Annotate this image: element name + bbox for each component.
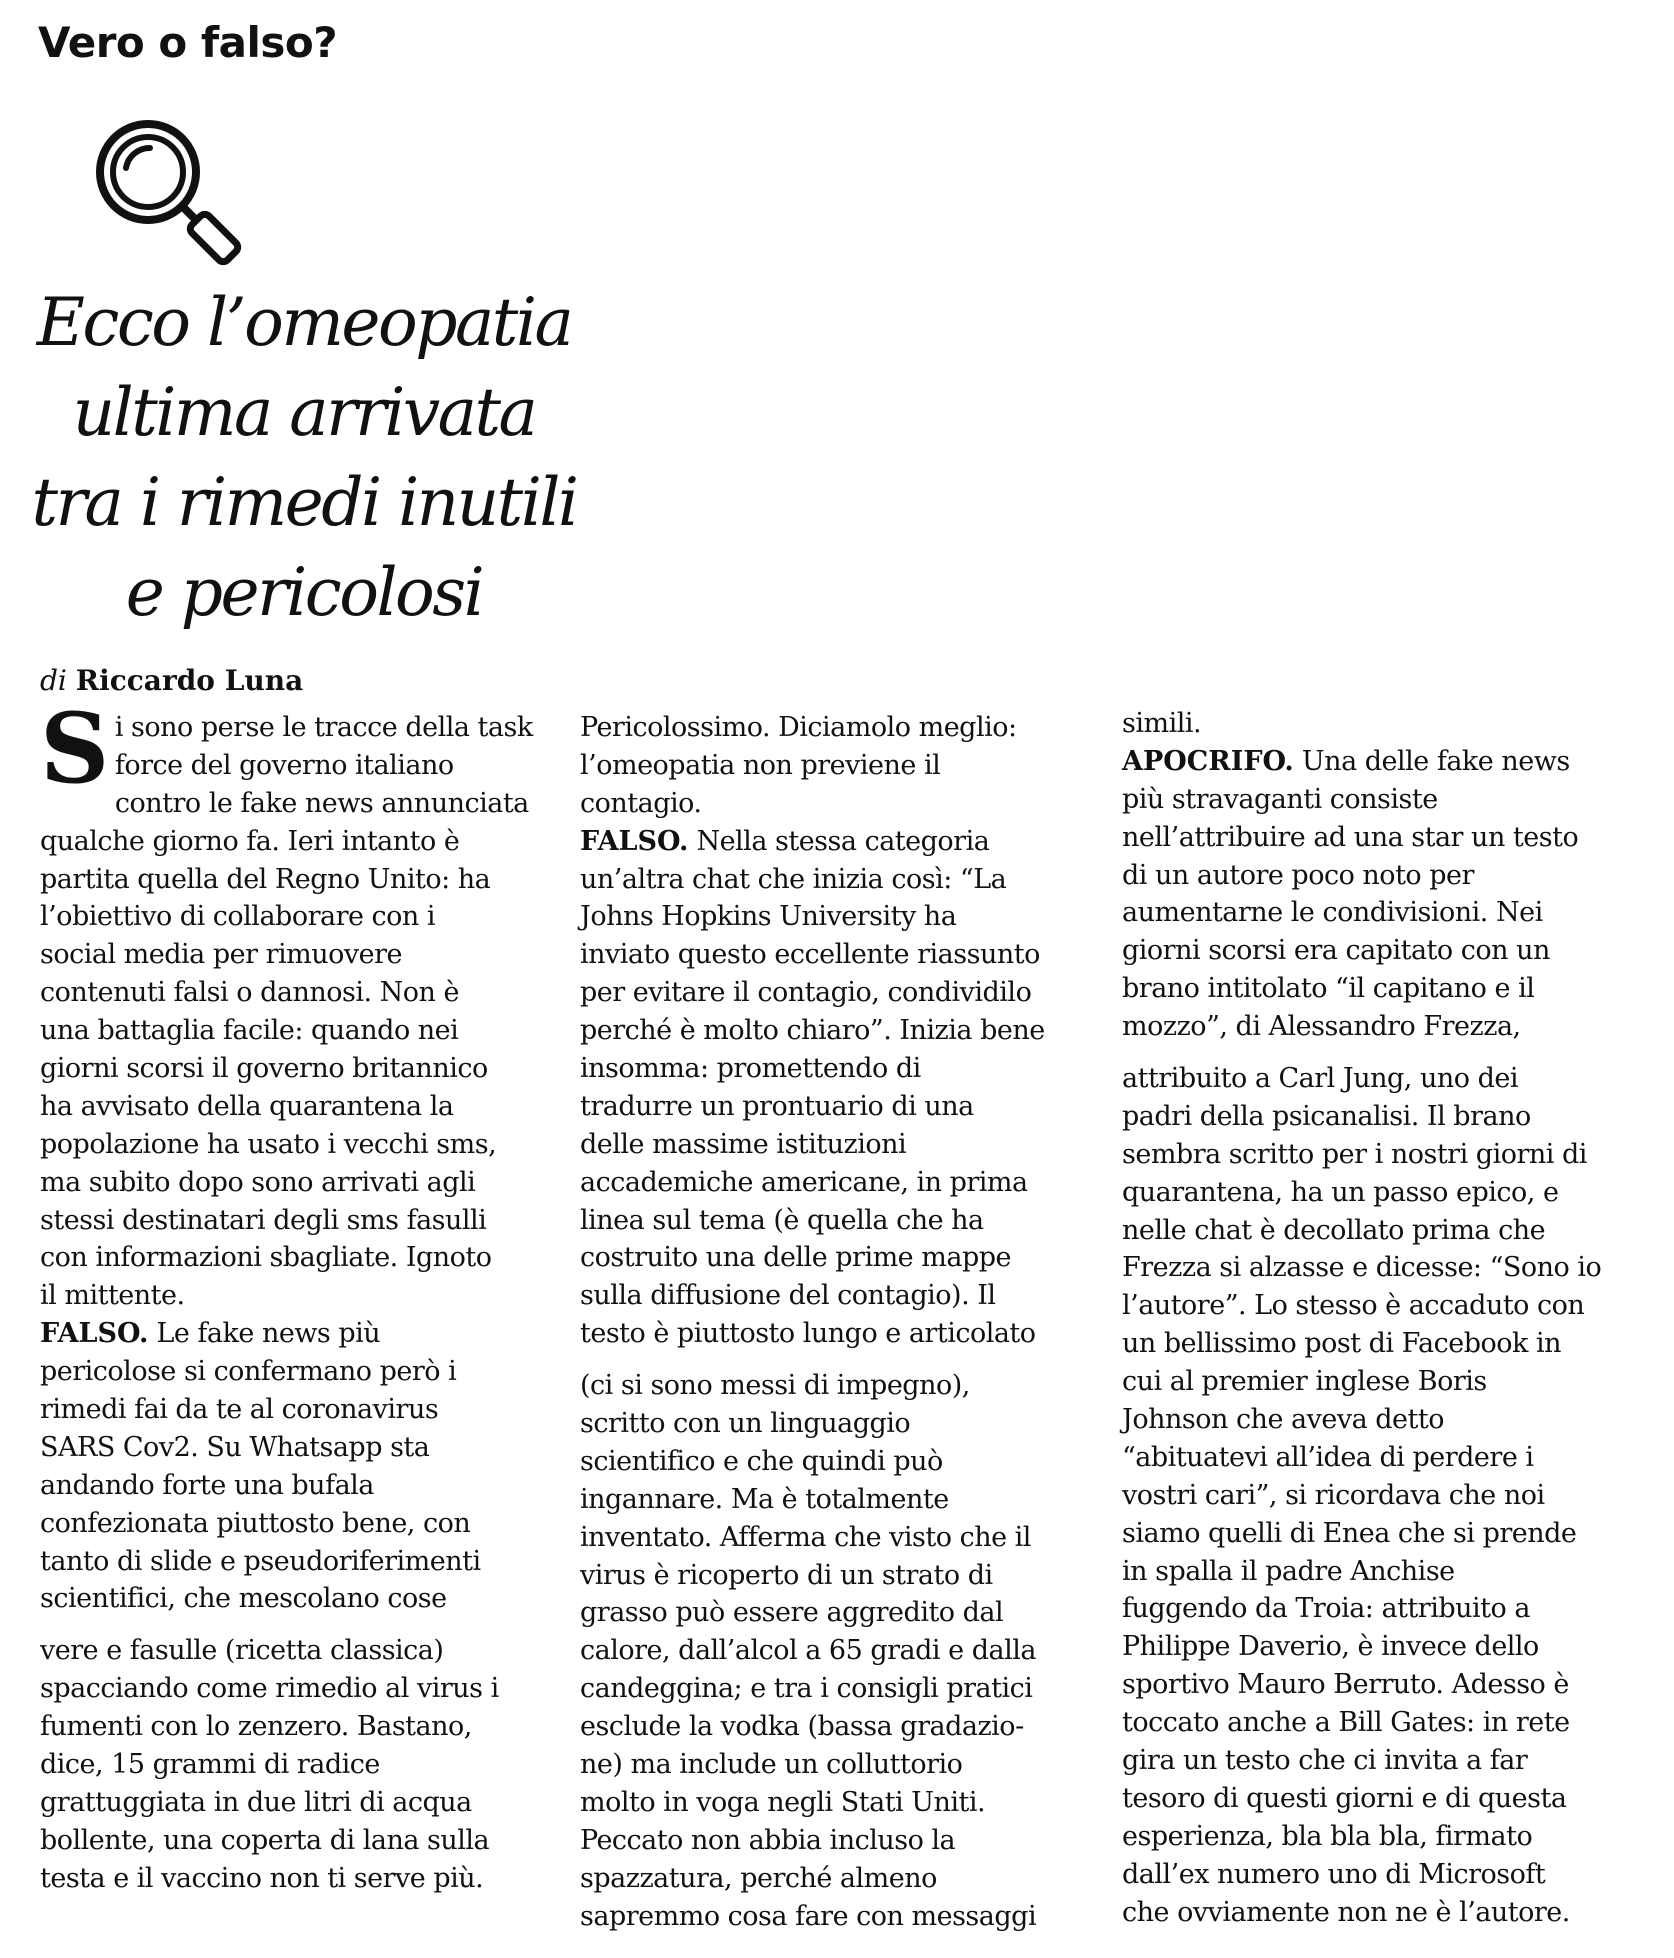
headline-line: Ecco l’omeopatia	[36, 284, 572, 361]
column-gap	[1122, 1046, 1650, 1060]
line-text: di un autore poco noto per	[1122, 859, 1474, 891]
line-text: fumenti con lo zenzero. Bastano,	[40, 1711, 472, 1743]
text-line	[40, 1580, 568, 1618]
text-line	[580, 1315, 1108, 1353]
text-line	[40, 823, 568, 861]
text-line	[580, 709, 1108, 747]
line-text: spacciando come rimedio al virus i	[40, 1673, 499, 1705]
text-line	[1122, 1174, 1650, 1212]
text-line	[40, 1429, 568, 1467]
line-text: spazzatura, perché almeno	[580, 1862, 937, 1894]
text-line	[40, 1315, 568, 1353]
line-text: toccato anche a Bill Gates: in rete	[1122, 1707, 1570, 1739]
text-line	[580, 1784, 1108, 1822]
text-line	[1122, 1856, 1650, 1894]
line-text: grasso può essere aggredito dal	[580, 1597, 1004, 1629]
text-line	[580, 1050, 1108, 1088]
text-line	[1122, 1060, 1650, 1098]
text-line	[40, 1670, 568, 1708]
text-line	[40, 1277, 568, 1315]
text-line	[1122, 1136, 1650, 1174]
text-line	[580, 1277, 1108, 1315]
magnifying-glass-icon	[86, 112, 256, 272]
text-line	[580, 1126, 1108, 1164]
line-text: Una delle fake news	[1293, 745, 1570, 777]
text-line	[580, 1519, 1108, 1557]
author-name: Riccardo Luna	[75, 664, 304, 697]
text-line	[1122, 1439, 1650, 1477]
text-line	[1122, 1818, 1650, 1856]
text-line	[580, 1443, 1108, 1481]
text-line	[580, 1012, 1108, 1050]
text-line	[1122, 705, 1650, 743]
text-line	[580, 1405, 1108, 1443]
line-text: stessi destinatari degli sms fasulli	[40, 1204, 487, 1236]
text-line	[40, 1632, 568, 1670]
column-gap	[580, 1353, 1108, 1367]
line-text: popolazione ha usato i vecchi sms,	[40, 1128, 497, 1160]
line-text: dall’ex numero uno di Microsoft	[1122, 1858, 1546, 1890]
line-text: Pericolossimo. Diciamolo meglio:	[580, 712, 1017, 743]
line-text: l’autore”. Lo stesso è accaduto con	[1122, 1290, 1585, 1322]
text-line	[40, 747, 568, 785]
line-text: tradurre un prontuario di una	[580, 1090, 974, 1122]
text-line	[580, 861, 1108, 899]
line-text: un bellissimo post di Facebook in	[1122, 1328, 1562, 1360]
text-line	[580, 1594, 1108, 1632]
line-text: pericolose si confermano però i	[40, 1356, 457, 1388]
line-text: testa e il vaccino non ti serve più.	[40, 1862, 484, 1894]
article-column-3	[1122, 705, 1650, 1932]
line-text: “abituatevi all’idea di perdere i	[1122, 1441, 1534, 1473]
line-text: perché è molto chiaro”. Inizia bene	[580, 1015, 1045, 1047]
line-text: qualche giorno fa. Ieri intanto è	[40, 825, 460, 857]
text-line	[40, 1164, 568, 1202]
line-text: tesoro di questi giorni e di questa	[1122, 1782, 1567, 1814]
line-text: più stravaganti consiste	[1122, 783, 1438, 815]
line-text: calore, dall’alcol a 65 gradi e dalla	[580, 1635, 1036, 1667]
text-line	[1122, 1704, 1650, 1742]
line-text: brano intitolato “il capitano e il	[1122, 973, 1535, 1005]
line-text: scientifici, che mescolano cose	[40, 1583, 447, 1615]
line-text: contro le fake news annunciata	[114, 787, 529, 819]
line-text: sembra scritto per i nostri giorni di	[1122, 1138, 1587, 1170]
line-text: padri della psicanalisi. Il brano	[1122, 1100, 1531, 1132]
line-text: grattuggiata in due litri di acqua	[40, 1786, 472, 1818]
text-line	[1122, 1249, 1650, 1287]
line-text: nelle chat è decollato prima che	[1122, 1214, 1546, 1246]
text-line	[40, 1784, 568, 1822]
line-text: Frezza si alzasse e dicesse: “Sono io	[1122, 1252, 1602, 1284]
text-line	[1122, 1401, 1650, 1439]
text-line	[40, 1708, 568, 1746]
text-line	[1122, 970, 1650, 1008]
line-text: bollente, una coperta di lana sulla	[40, 1824, 490, 1856]
line-text: esperienza, bla bla bla, firmato	[1122, 1820, 1533, 1852]
text-line	[40, 1467, 568, 1505]
line-text: scientifico e che quindi può	[580, 1445, 943, 1477]
text-line	[40, 1391, 568, 1429]
text-line	[580, 1746, 1108, 1784]
line-text: (ci si sono messi di impegno),	[580, 1370, 970, 1402]
text-line	[40, 1239, 568, 1277]
column-gap	[40, 1618, 568, 1632]
text-line	[40, 1012, 568, 1050]
text-line	[580, 1088, 1108, 1126]
line-text: tanto di slide e pseudoriferimenti	[40, 1545, 481, 1577]
line-text: inventato. Afferma che visto che il	[580, 1521, 1031, 1553]
text-line	[40, 1353, 568, 1391]
drop-cap: S	[40, 692, 109, 805]
text-line	[580, 785, 1108, 823]
line-text: esclude la vodka (bassa gradazio-	[580, 1711, 1024, 1743]
line-text: sportivo Mauro Berruto. Adesso è	[1122, 1669, 1569, 1701]
text-line	[580, 823, 1108, 861]
text-line	[1122, 1666, 1650, 1704]
text-line	[580, 1860, 1108, 1898]
text-line	[1122, 1287, 1650, 1325]
text-line	[1122, 932, 1650, 970]
line-text: inviato questo eccellente riassunto	[580, 939, 1040, 971]
line-text: force del governo italiano	[114, 749, 454, 781]
line-text: il mittente.	[40, 1280, 185, 1312]
line-text: siamo quelli di Enea che si prende	[1122, 1517, 1577, 1549]
line-text: linea sul tema (è quella che ha	[580, 1204, 984, 1236]
line-text: ne) ma include un colluttorio	[580, 1749, 963, 1781]
text-line	[1122, 894, 1650, 932]
line-text: giorni scorsi era capitato con un	[1122, 935, 1550, 967]
text-line	[580, 1367, 1108, 1405]
text-line	[40, 1543, 568, 1581]
line-text: costruito una delle prime mappe	[580, 1242, 1011, 1274]
text-line	[40, 1505, 568, 1543]
text-line	[1122, 1742, 1650, 1780]
text-line	[1122, 743, 1650, 781]
line-text: un’altra chat che inizia così: “La	[580, 863, 1007, 895]
headline	[30, 278, 578, 638]
line-text: dice, 15 grammi di radice	[40, 1749, 380, 1781]
line-text: nell’attribuire ad una star un testo	[1122, 821, 1579, 853]
line-text: andando forte una bufala	[40, 1469, 374, 1501]
text-line	[580, 936, 1108, 974]
line-text: sapremmo cosa fare con messaggi	[580, 1900, 1037, 1932]
line-text: accademiche americane, in prima	[580, 1166, 1028, 1198]
line-text: ma subito dopo sono arrivati agli	[40, 1166, 476, 1198]
text-line	[580, 1822, 1108, 1860]
line-text: delle massime istituzioni	[580, 1128, 907, 1160]
line-text: attribuito a Carl Jung, uno dei	[1122, 1063, 1518, 1095]
line-text: mozzo”, di Alessandro Frezza,	[1122, 1011, 1521, 1043]
line-text: quarantena, ha un passo epico, e	[1122, 1176, 1559, 1208]
verdict-label: APOCRIFO.	[1122, 745, 1294, 777]
byline-prefix: di	[40, 664, 67, 697]
line-text: rimedi fai da te al coronavirus	[40, 1394, 439, 1426]
line-text: l’obiettivo di collaborare con i	[40, 901, 436, 933]
verdict-label: FALSO.	[580, 825, 689, 857]
headline-line: tra i rimedi inutili	[31, 464, 577, 541]
text-line	[40, 898, 568, 936]
text-line	[580, 1898, 1108, 1936]
line-text: Philippe Daverio, è invece dello	[1122, 1631, 1539, 1663]
line-text: una battaglia facile: quando nei	[40, 1015, 459, 1047]
text-line	[1122, 1098, 1650, 1136]
text-line	[40, 1050, 568, 1088]
line-text: fuggendo da Troia: attribuito a	[1122, 1593, 1530, 1625]
article-column-2	[580, 709, 1108, 1936]
text-line	[40, 785, 568, 823]
text-line	[580, 1557, 1108, 1595]
text-line	[40, 709, 568, 747]
line-text: ingannare. Ma è totalmente	[580, 1483, 949, 1515]
line-text: giorni scorsi il governo britannico	[40, 1053, 488, 1085]
line-text: i sono perse le tracce della task	[114, 712, 533, 743]
section-kicker: Vero o falso?	[38, 18, 338, 67]
text-line	[580, 1708, 1108, 1746]
line-text: ha avvisato della quarantena la	[40, 1090, 454, 1122]
text-line	[1122, 1553, 1650, 1591]
line-text: cui al premier inglese Boris	[1122, 1366, 1487, 1398]
line-text: sulla diffusione del contagio). Il	[580, 1280, 996, 1312]
text-line	[580, 1239, 1108, 1277]
text-line	[40, 936, 568, 974]
line-text: Johns Hopkins University ha	[580, 901, 957, 933]
headline-line: ultima arrivata	[72, 374, 536, 451]
line-text: contagio.	[580, 787, 702, 819]
text-line	[1122, 1477, 1650, 1515]
line-text: Nella stessa categoria	[688, 825, 990, 857]
text-line	[580, 747, 1108, 785]
line-text: aumentarne le condivisioni. Nei	[1122, 897, 1543, 929]
text-line	[1122, 857, 1650, 895]
article-column-1	[40, 692, 568, 1898]
text-line	[1122, 781, 1650, 819]
line-text: molto in voga negli Stati Uniti.	[580, 1786, 986, 1818]
line-text: scritto con un linguaggio	[580, 1408, 911, 1440]
line-text: virus è ricoperto di un strato di	[580, 1559, 993, 1591]
text-line	[580, 1164, 1108, 1202]
line-text: con informazioni sbagliate. Ignoto	[40, 1242, 492, 1274]
text-line	[1122, 1008, 1650, 1046]
line-text: vostri cari”, si ricordava che noi	[1122, 1479, 1545, 1511]
line-text: gira un testo che ci invita a far	[1122, 1745, 1528, 1777]
line-text: Peccato non abbia incluso la	[580, 1824, 956, 1856]
text-line	[580, 1670, 1108, 1708]
line-text: candeggina; e tra i consigli pratici	[580, 1673, 1033, 1705]
text-line	[40, 1746, 568, 1784]
text-line	[1122, 819, 1650, 857]
text-line	[40, 1088, 568, 1126]
line-text: che ovviamente non ne è l’autore.	[1122, 1896, 1570, 1928]
line-text: Johnson che aveva detto	[1122, 1404, 1444, 1436]
text-line	[1122, 1363, 1650, 1401]
text-line	[580, 974, 1108, 1012]
text-line	[1122, 1894, 1650, 1932]
line-text: l’omeopatia non previene il	[580, 749, 941, 781]
headline-line: e pericolosi	[125, 554, 483, 631]
text-line	[1122, 1212, 1650, 1250]
text-line	[40, 861, 568, 899]
line-text: confezionata piuttosto bene, con	[40, 1507, 471, 1539]
text-line	[1122, 1780, 1650, 1818]
text-line	[40, 974, 568, 1012]
text-line	[1122, 1628, 1650, 1666]
text-line	[40, 1126, 568, 1164]
line-text: insomma: promettendo di	[580, 1053, 921, 1085]
line-text: social media per rimuovere	[40, 939, 403, 971]
text-line	[1122, 1590, 1650, 1628]
line-text: per evitare il contagio, condividilo	[580, 977, 1032, 1009]
line-text: contenuti falsi o dannosi. Non è	[40, 977, 459, 1009]
text-line	[40, 1202, 568, 1240]
line-text: in spalla il padre Anchise	[1122, 1555, 1455, 1587]
text-line	[40, 1860, 568, 1898]
line-text: testo è piuttosto lungo e articolato	[580, 1318, 1036, 1350]
text-line	[580, 1202, 1108, 1240]
line-text: vere e fasulle (ricetta classica)	[40, 1635, 444, 1667]
line-text: simili.	[1122, 708, 1202, 739]
line-text: SARS Cov2. Su Whatsapp sta	[40, 1431, 430, 1463]
text-line	[1122, 1515, 1650, 1553]
text-line	[40, 1822, 568, 1860]
text-line	[580, 1481, 1108, 1519]
text-line	[580, 1632, 1108, 1670]
line-text: partita quella del Regno Unito: ha	[40, 863, 491, 895]
line-text: Le fake news più	[148, 1318, 381, 1350]
text-line	[580, 898, 1108, 936]
verdict-label: FALSO.	[40, 1318, 149, 1350]
text-line	[1122, 1325, 1650, 1363]
